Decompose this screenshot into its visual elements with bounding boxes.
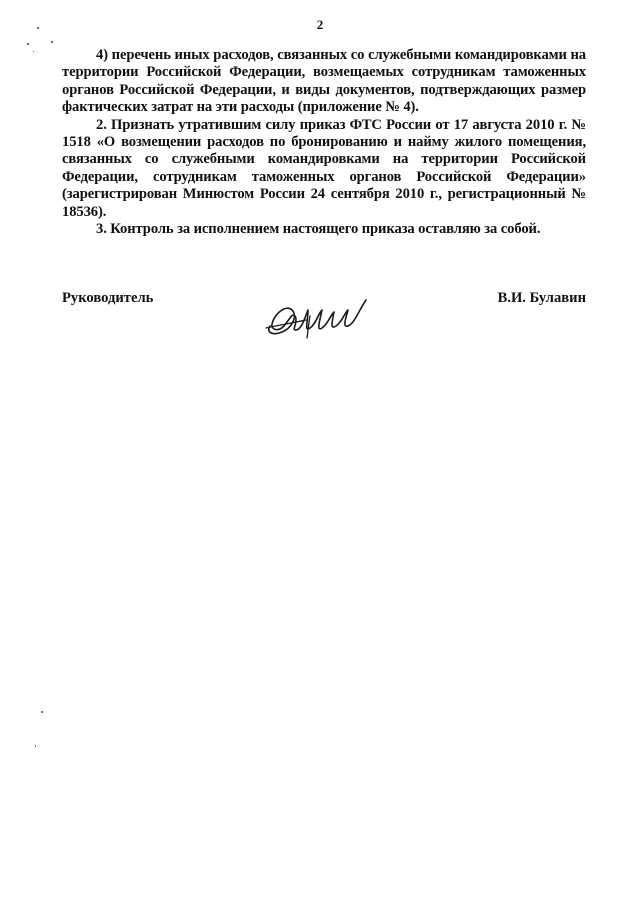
signatory-title: Руководитель — [62, 290, 154, 306]
scan-speck — [41, 711, 43, 713]
handwritten-signature — [262, 292, 374, 342]
scan-speck — [37, 27, 39, 29]
document-body — [62, 47, 586, 238]
scan-speck — [51, 41, 53, 43]
scan-speck — [27, 43, 29, 45]
signatory-name: В.И. Булавин — [497, 290, 586, 306]
page-number: 2 — [316, 17, 324, 32]
paragraph-control: 3. Контроль за исполнением настоящего приказа оставляю за собой. — [96, 221, 541, 238]
paragraph-revoke-order: 2. Признать утратившим силу приказ ФТС России от 17 августа 2010 г. № 1518 «О возмещении расходов по бронированию и найму жилого помещения, связанных со служебными командировками на территории Российской Федерации, сотрудникам таможенных органов Российской Федерации» (зарегистрирован Минюстом России 24 сентября 2010 г., регистрационный № 18536). — [62, 116, 586, 220]
scan-speck — [35, 745, 36, 747]
paragraph-item-4-list-entry: 4) перечень иных расходов, связанных со служебными командировками на территории Российской Федерации, возмещаемых сотрудникам таможенных органов Российской Федерации, и виды документов, подтверждающих размер фактических затрат на эти расходы (приложение № 4). — [62, 47, 586, 116]
scan-speck — [33, 51, 34, 52]
